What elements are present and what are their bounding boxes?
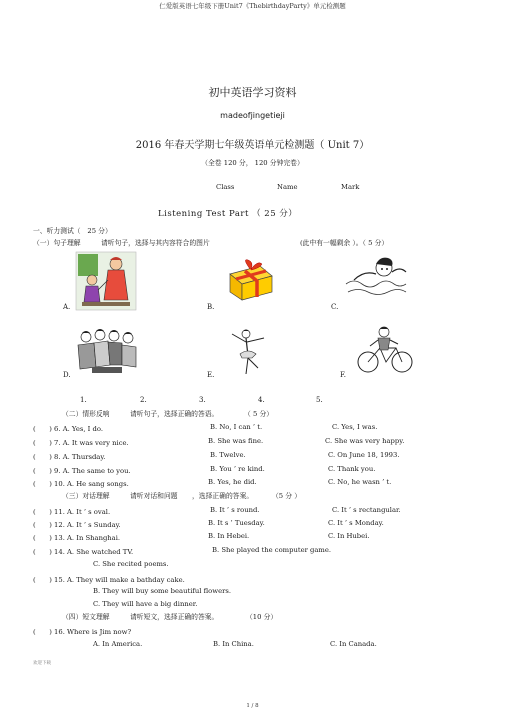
question-15: ( ) 15. A. They will make a bathday cake.: [33, 576, 185, 584]
question-9-option-b: B. You ’ re kind.: [210, 465, 265, 473]
question-7-option-b: B. She was fine.: [208, 437, 264, 445]
page-number: 1 / 8: [246, 703, 259, 709]
picture-f-boy-with-bicycle: [356, 324, 414, 376]
question-12: ( ) 12. A. It ’ s Sunday.: [33, 521, 121, 529]
question-14-option-b: B. She played the computer game.: [212, 546, 332, 554]
question-12-option-b: B. It s ’ Tuesday.: [208, 519, 265, 527]
question-16-option-b: B. In China.: [213, 640, 254, 648]
picture-c-swimming-boy: [344, 254, 408, 300]
picture-f-label: F.: [340, 371, 346, 379]
question-7: ( ) 7. A. It was very nice.: [33, 439, 129, 447]
answer-blank-3[interactable]: 3.: [199, 396, 206, 404]
picture-a-label: A.: [63, 303, 71, 311]
question-8-option-b: B. Twelve.: [210, 451, 246, 459]
question-6: ( ) 6. A. Yes, I do.: [33, 425, 103, 433]
question-11-option-b: B. It ’ s round.: [210, 506, 260, 514]
question-7-option-c: C. She was very happy.: [325, 437, 405, 445]
part3-instruction: 请听对话和问题: [130, 492, 178, 500]
question-12-option-c: C. It ’ s Monday.: [328, 519, 384, 527]
doc-heading: 初中英语学习资料: [208, 86, 297, 99]
picture-a-doctor-with-child: [74, 250, 138, 312]
question-9: ( ) 9. A. The same to you.: [33, 467, 131, 475]
picture-c-label: C.: [331, 303, 339, 311]
question-16-option-a: A. In America.: [93, 640, 143, 648]
answer-blank-4[interactable]: 4.: [258, 396, 265, 404]
answer-blank-1[interactable]: 1.: [80, 396, 87, 404]
name-field-label: Name: [277, 183, 298, 191]
section-heading: 一、听力测试（ 25 分）: [33, 227, 112, 235]
question-10-option-c: C. No, he wasn ’ t.: [328, 478, 392, 486]
part3-score: （5 分 ）: [272, 492, 302, 500]
question-16: ( ) 16. Where is Jim now?: [33, 628, 132, 636]
question-6-option-b: B. No, I can ’ t.: [210, 423, 263, 431]
exam-title: 2016 年春天学期七年级英语单元检测题（ Unit 7）: [135, 140, 370, 151]
part4-score: （10 分）: [246, 613, 278, 621]
picture-d-group-of-children: [74, 327, 142, 377]
question-6-option-c: C. Yes, I was.: [332, 423, 378, 431]
part2-label: （二）情形反响: [62, 410, 110, 418]
picture-b-label: B.: [207, 303, 215, 311]
picture-e-label: E.: [207, 371, 215, 379]
picture-b-gift-box: [224, 254, 276, 304]
page-header: 仁爱版英语七年级下册Unit7《ThebirthdayParty》单元检测题: [159, 2, 346, 10]
question-10: ( ) 10. A. He sang songs.: [33, 480, 129, 488]
question-9-option-c: C. Thank you.: [328, 465, 376, 473]
answer-blank-2[interactable]: 2.: [140, 396, 147, 404]
footer-note: 欢迎下载: [33, 661, 51, 666]
part3-instruction-2: ，选择正确的答案。: [192, 492, 254, 500]
doc-subheading: madeofjingetieji: [220, 111, 285, 120]
part4-instruction: 请听短文，选择正确的答案。: [130, 613, 219, 621]
part1-label: （一）句子理解: [33, 239, 81, 247]
picture-e-dancing-girl: [228, 326, 270, 378]
question-15-option-b: B. They will buy some beautiful flowers.: [93, 587, 231, 595]
part3-label: （三）对话理解: [62, 492, 110, 500]
listening-title: Listening Test Part （ 25 分）: [158, 209, 298, 219]
question-13-option-c: C. In Hubei.: [328, 532, 370, 540]
question-8: ( ) 8. A. Thursday.: [33, 453, 106, 461]
question-11-option-c: C. It ’ s rectangular.: [332, 506, 401, 514]
part4-label: （四）短文理解: [62, 613, 110, 621]
mark-field-label: Mark: [341, 183, 360, 191]
question-10-option-b: B. Yes, he did.: [208, 478, 257, 486]
question-14-option-c: C. She recited poems.: [93, 560, 169, 568]
question-11: ( ) 11. A. It ’ s oval.: [33, 508, 111, 516]
exam-note: （全卷 120 分， 120 分钟完卷）: [201, 159, 304, 167]
part2-instruction: 请听句子，选择正确的答语。: [130, 410, 219, 418]
question-14: ( ) 14. A. She watched TV.: [33, 548, 134, 556]
part2-score: （ 5 分）: [244, 410, 274, 418]
question-15-option-c: C. They will have a big dinner.: [93, 600, 198, 608]
part1-note: (此中有一幅剩余 ）。（ 5 分）: [300, 239, 389, 247]
class-field-label: Class: [216, 183, 235, 191]
picture-d-label: D.: [63, 371, 71, 379]
question-13-option-b: B. In Hebei.: [208, 532, 250, 540]
question-8-option-c: C. On June 18, 1993.: [328, 451, 400, 459]
question-16-option-c: C. In Canada.: [330, 640, 377, 648]
part1-instruction: 请听句子，选择与其内容符合的图片: [101, 239, 210, 247]
question-13: ( ) 13. A. In Shanghai.: [33, 534, 121, 542]
answer-blank-5[interactable]: 5.: [316, 396, 323, 404]
